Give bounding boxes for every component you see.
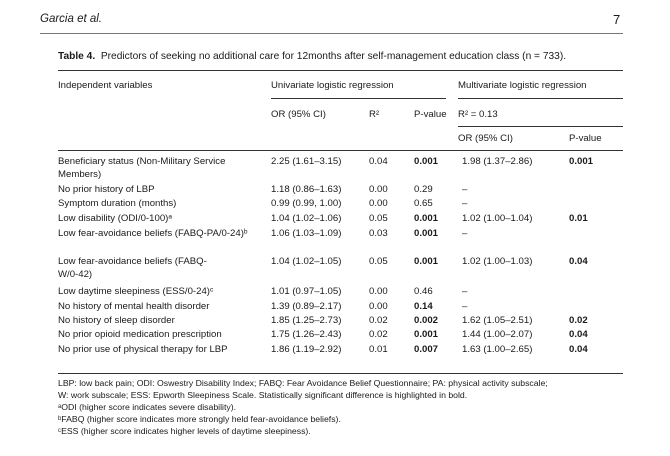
col-header-or-ci: OR (95% CI) [271,109,326,120]
row-pvalue: 0.29 [414,184,433,195]
col-header-pvalue: P-value [414,109,447,120]
footnote-b: ᵇFABQ (higher score indicates more strongly held fear-avoidance beliefs). [58,414,341,424]
row-r2: 0.00 [369,301,388,312]
row-multi-or-ci: 1.98 (1.37–2.86) [462,156,533,167]
row-label: Beneficiary status (Non-Military Service Members) [58,156,226,180]
row-or-ci: 1.18 (0.86–1.63) [271,184,342,195]
row-label: Symptom duration (months) [58,198,177,209]
row-r2: 0.01 [369,344,388,355]
footnote-c: ᶜESS (higher score indicates higher levels of daytime sleepiness). [58,426,311,436]
row-pvalue: 0.14 [414,301,433,312]
row-or-ci: 1.06 (1.03–1.09) [271,228,342,239]
row-label: Low fear-avoidance beliefs (FABQ-W/0-42) [58,256,207,280]
row-pvalue: 0.007 [414,344,439,355]
row-or-ci: 1.75 (1.26–2.43) [271,329,342,340]
row-multi-pvalue: 0.04 [569,256,588,267]
row-pvalue: 0.001 [414,213,439,224]
row-label: Low fear-avoidance beliefs (FABQ-PA/0-24)ᵇ [58,228,248,239]
univariate-span-rule [271,98,446,99]
col-header-univariate: Univariate logistic regression [271,80,394,91]
col-header-multivariate: Multivariate logistic regression [458,80,587,91]
multivariate-r2-rule [458,126,623,127]
row-multi-or-ci: – [462,228,468,239]
row-pvalue: 0.001 [414,228,439,239]
row-multi-pvalue: 0.04 [569,329,588,340]
col-header-multi-pvalue: P-value [569,133,602,144]
table-top-rule [58,70,623,71]
row-multi-pvalue: 0.001 [569,156,594,167]
row-label: No prior history of LBP [58,184,155,195]
col-header-r2: R² [369,109,380,120]
row-r2: 0.05 [369,213,388,224]
col-header-multi-or-ci: OR (95% CI) [458,133,513,144]
row-or-ci: 1.01 (0.97–1.05) [271,286,342,297]
row-label: Low daytime sleepiness (ESS/0-24)ᶜ [58,286,214,297]
row-pvalue: 0.001 [414,256,439,267]
col-header-independent-variables: Independent variables [58,80,153,91]
row-or-ci: 1.85 (1.25–2.73) [271,315,342,326]
row-r2: 0.02 [369,315,388,326]
table-bottom-rule [58,373,623,374]
row-multi-or-ci: – [462,198,468,209]
row-pvalue: 0.65 [414,198,433,209]
row-multi-pvalue: 0.01 [569,213,588,224]
row-multi-pvalue: 0.04 [569,344,588,355]
row-multi-or-ci: 1.44 (1.00–2.07) [462,329,533,340]
row-r2: 0.05 [369,256,388,267]
row-r2: 0.00 [369,184,388,195]
row-label: No prior opioid medication prescription [58,329,222,340]
row-multi-pvalue: 0.02 [569,315,588,326]
footnote-abbreviations-1: LBP: low back pain; ODI: Oswestry Disability Index; FABQ: Fear Avoidance Belief Questionnaire; PA: physical activity subscale; [58,378,548,388]
row-multi-or-ci: 1.02 (1.00–1.03) [462,256,533,267]
row-r2: 0.02 [369,329,388,340]
row-multi-or-ci: 1.02 (1.00–1.04) [462,213,533,224]
footnote-abbreviations-2: W: work subscale; ESS: Epworth Sleepiness Scale. Statistically significant difference is highlighted in bold. [58,390,468,400]
multivariate-span-rule [458,98,623,99]
page-number: 7 [613,12,621,27]
row-or-ci: 1.86 (1.19–2.92) [271,344,342,355]
table-caption [58,51,566,62]
row-r2: 0.00 [369,286,388,297]
row-multi-or-ci: – [462,184,468,195]
row-multi-or-ci: – [462,301,468,312]
row-r2: 0.04 [369,156,388,167]
table-header-rule [58,150,623,151]
row-multi-or-ci: 1.62 (1.05–2.51) [462,315,533,326]
col-header-multi-r2: R² = 0.13 [458,109,498,120]
table-label: Table 4. [58,51,96,62]
header-divider [40,33,623,34]
row-or-ci: 1.04 (1.02–1.06) [271,213,342,224]
row-multi-or-ci: – [462,286,468,297]
row-or-ci: 0.99 (0.99, 1.00) [271,198,342,209]
running-header-author: Garcia et al. [40,13,102,25]
row-r2: 0.03 [369,228,388,239]
row-label: No history of mental health disorder [58,301,210,312]
row-pvalue: 0.001 [414,156,439,167]
row-pvalue: 0.002 [414,315,439,326]
row-or-ci: 1.39 (0.89–2.17) [271,301,342,312]
row-label: No prior use of physical therapy for LBP [58,344,228,355]
row-label: Low disability (ODI/0-100)ᵃ [58,213,172,224]
row-label: No history of sleep disorder [58,315,175,326]
row-pvalue: 0.001 [414,329,439,340]
row-pvalue: 0.46 [414,286,433,297]
footnote-a: ᵃODI (higher score indicates severe disability). [58,402,237,412]
table-caption-text: Predictors of seeking no additional care for 12months after self-management education class (n = 733). [100,51,567,62]
row-r2: 0.00 [369,198,388,209]
row-or-ci: 2.25 (1.61–3.15) [271,156,342,167]
row-multi-or-ci: 1.63 (1.00–2.65) [462,344,533,355]
row-or-ci: 1.04 (1.02–1.05) [271,256,342,267]
